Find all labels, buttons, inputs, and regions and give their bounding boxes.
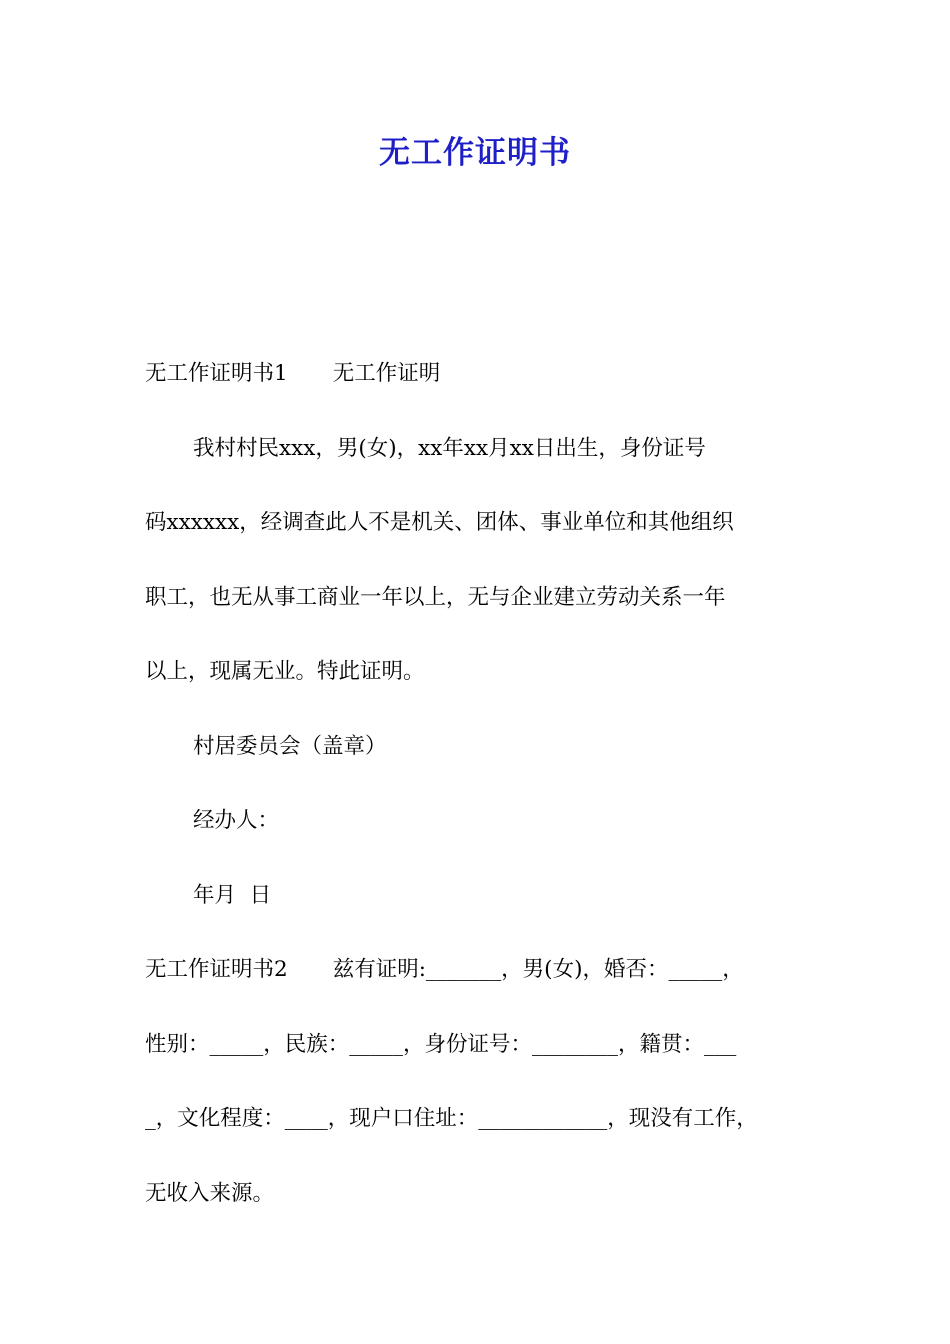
section2-line-4: 无收入来源。 bbox=[145, 1180, 275, 1206]
committee-seal-line: 村居委员会（盖章） bbox=[193, 733, 387, 759]
section1-subheading: 无工作证明 bbox=[332, 361, 441, 386]
paragraph-line-4: 以上，现属无业。特此证明。 bbox=[145, 659, 425, 684]
document-title: 无工作证明书 bbox=[379, 135, 571, 171]
handler-line: 经办人： bbox=[193, 808, 280, 833]
section2-heading-line bbox=[145, 933, 820, 1008]
section1-heading-line bbox=[145, 337, 820, 412]
section2-heading: 无工作证明书2 bbox=[145, 957, 288, 982]
paragraph-line-1: 我村村民xxx，男(女)，xx年xx月xx日出生，身份证号 bbox=[193, 435, 706, 461]
section2-line-2: 性别：_____，民族：_____，身份证号：________，籍贯：___ bbox=[145, 1031, 737, 1057]
section1-heading: 无工作证明书1 bbox=[145, 361, 288, 386]
paragraph-line-3: 职工，也无从事工商业一年以上，无与企业建立劳动关系一年 bbox=[145, 584, 726, 610]
date-line: 年月 日 bbox=[193, 882, 272, 908]
section2-line1-text: 兹有证明:_______，男(女)，婚否：_____， bbox=[332, 957, 744, 982]
section2-line-3: _，文化程度：____，现户口住址：____________，现没有工作， bbox=[145, 1106, 758, 1131]
document-body bbox=[145, 337, 820, 1231]
paragraph-line-2: 码xxxxxx，经调查此人不是机关、团体、事业单位和其他组织 bbox=[145, 510, 734, 535]
